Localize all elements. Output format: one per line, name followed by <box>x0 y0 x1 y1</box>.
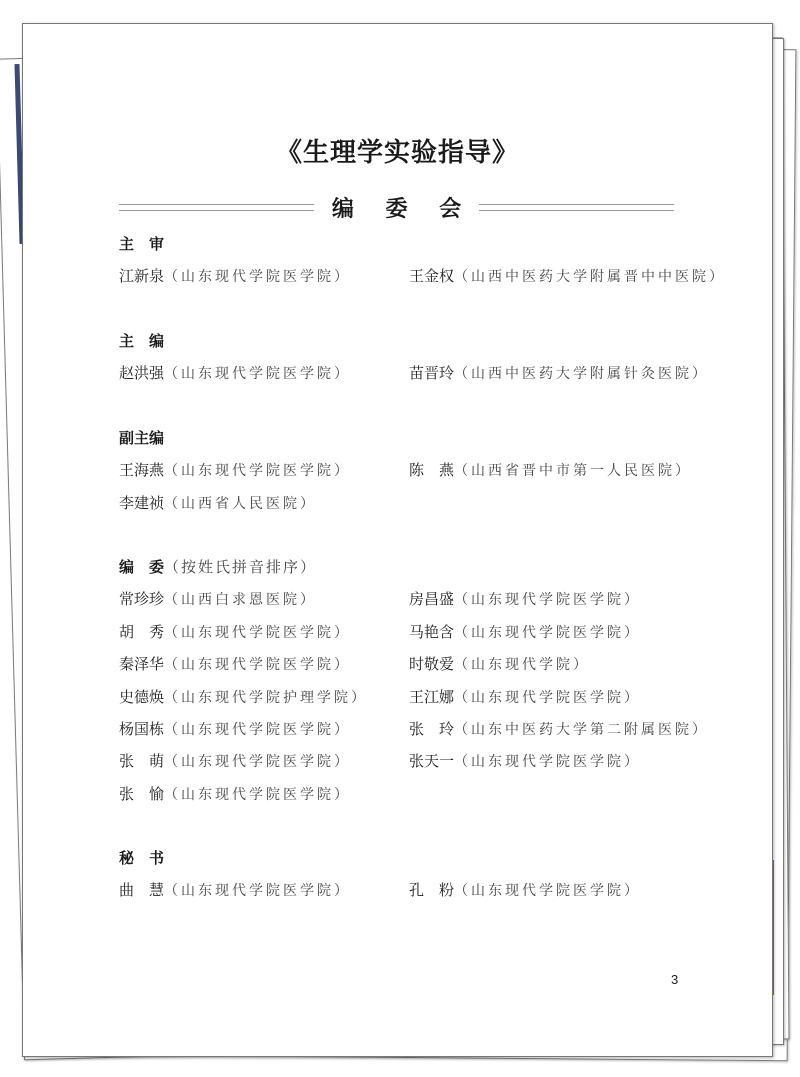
member-affiliation: （山东现代学院医学院） <box>164 657 352 674</box>
member-name: 张天一 <box>409 752 455 771</box>
member-entry <box>409 362 709 383</box>
page-number: 3 <box>671 972 679 987</box>
document-page <box>22 23 773 1057</box>
member-affiliation: （山东现代学院医学院） <box>454 883 642 900</box>
member-name: 苗晋玲 <box>409 364 455 383</box>
member-entry <box>119 588 317 609</box>
member-affiliation: （山西中医药大学附属针灸医院） <box>454 366 710 383</box>
member-name: 曲 慧 <box>119 881 165 900</box>
member-entry <box>409 459 692 480</box>
member-affiliation: （山东现代学院医学院） <box>454 754 642 771</box>
member-entry <box>119 686 368 707</box>
member-affiliation: （山西白求恩医院） <box>164 592 318 609</box>
member-name: 房昌盛 <box>409 590 455 609</box>
member-entry <box>409 686 641 707</box>
member-name: 江新泉 <box>119 267 165 286</box>
book-title: 《生理学实验指导》 <box>275 138 519 168</box>
member-entry <box>119 783 351 804</box>
member-affiliation: （山东现代学院医学院） <box>164 722 352 738</box>
member-entry <box>119 492 317 513</box>
member-entry <box>409 588 641 609</box>
divider-right <box>479 204 674 211</box>
section-heading-label: 编 委 <box>119 558 165 576</box>
member-entry <box>119 750 351 771</box>
member-entry <box>409 718 709 739</box>
member-entry <box>119 362 351 383</box>
subtitle: 编 委 会 <box>331 196 474 222</box>
section-heading <box>119 556 317 577</box>
member-name: 孔 粉 <box>409 881 455 900</box>
member-affiliation: （山东现代学院医学院） <box>164 463 352 480</box>
section-heading <box>119 847 164 868</box>
member-name: 李建祯 <box>119 493 165 512</box>
member-entry <box>119 459 351 480</box>
section-heading-label: 副主编 <box>119 429 165 447</box>
member-name: 秦泽华 <box>119 655 165 674</box>
member-name: 时敬爱 <box>409 655 455 674</box>
member-affiliation: （山东现代学院护理学院） <box>164 689 369 706</box>
member-affiliation: （山西省人民医院） <box>164 495 318 512</box>
member-name: 王海燕 <box>119 461 165 480</box>
section-heading <box>119 233 164 254</box>
member-name: 张 愉 <box>119 784 165 803</box>
member-name: 陈 燕 <box>409 461 455 480</box>
member-affiliation: （山东现代学院医学院） <box>164 786 352 803</box>
member-name: 杨国栋 <box>119 720 165 738</box>
member-name: 赵洪强 <box>119 364 165 383</box>
section-heading-label: 主 审 <box>119 235 165 253</box>
member-name: 张 萌 <box>119 752 165 771</box>
member-entry <box>119 653 351 674</box>
member-entry <box>409 879 641 900</box>
member-affiliation: （山东现代学院医学院） <box>454 689 642 706</box>
member-affiliation: （山东现代学院） <box>454 657 591 674</box>
member-name: 张 玲 <box>409 720 455 738</box>
member-affiliation: （山东现代学院医学院） <box>164 269 352 286</box>
member-affiliation: （山东现代学院医学院） <box>164 883 352 900</box>
section-heading-label: 主 编 <box>119 332 165 350</box>
section-heading <box>119 427 164 448</box>
member-name: 王金权 <box>409 267 455 286</box>
member-entry <box>409 265 726 286</box>
divider-left <box>119 204 314 211</box>
member-name: 王江娜 <box>409 687 455 706</box>
section-heading-label: 秘 书 <box>119 849 165 867</box>
member-entry <box>409 621 641 642</box>
member-affiliation: （山东中医药大学第二附属医院） <box>454 722 710 738</box>
member-entry <box>119 621 351 642</box>
member-affiliation: （山东现代学院医学院） <box>164 754 352 771</box>
member-name: 马艳含 <box>409 622 455 641</box>
member-name: 史德焕 <box>119 687 165 706</box>
member-entry <box>409 653 590 674</box>
member-entry <box>119 265 351 286</box>
member-affiliation: （山西省晋中市第一人民医院） <box>454 463 693 480</box>
section-heading <box>119 330 164 351</box>
member-affiliation: （山西中医药大学附属晋中中医院） <box>454 269 727 286</box>
member-entry <box>119 879 351 900</box>
member-affiliation: （山东现代学院医学院） <box>164 624 352 641</box>
member-name: 常珍珍 <box>119 590 165 609</box>
section-note: （按姓氏拼音排序） <box>164 558 318 576</box>
subtitle-banner <box>119 190 674 224</box>
member-affiliation: （山东现代学院医学院） <box>454 624 642 641</box>
member-affiliation: （山东现代学院医学院） <box>454 592 642 609</box>
member-entry <box>409 750 641 771</box>
member-entry <box>119 718 351 739</box>
member-name: 胡 秀 <box>119 622 165 641</box>
member-affiliation: （山东现代学院医学院） <box>164 366 352 383</box>
